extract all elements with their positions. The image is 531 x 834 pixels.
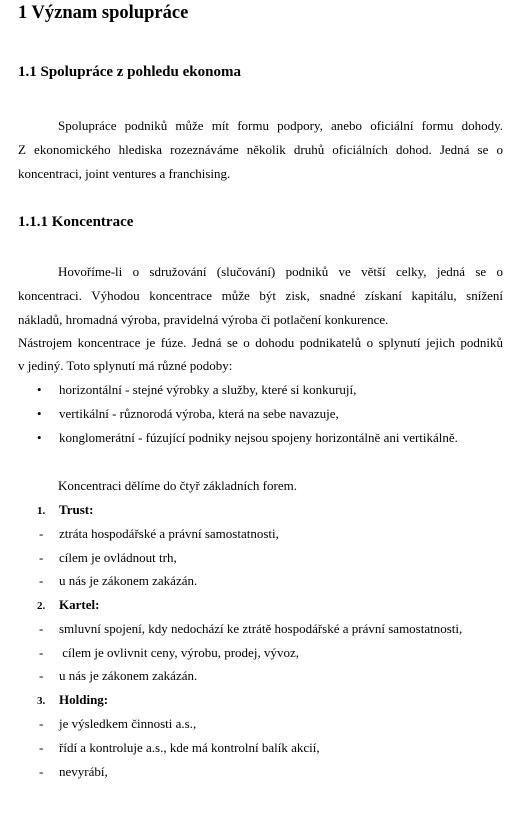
paragraph-line: Spolupráce podniků může mít formu podpory, anebo oficiální formu dohody. [58,118,503,133]
dash-icon: - [39,740,44,755]
paragraph-line: koncentraci, joint ventures a franchising. [18,166,231,181]
dash-icon: - [39,668,44,683]
paragraph-line: Z ekonomického hlediska rozeznáváme několik druhů oficiálních dohod. Jedná se o [18,142,503,157]
paragraph-line: Hovoříme-li o sdružování (slučování) podniků ve větší celky, jedná se o [58,264,503,279]
heading-spoluprace-ekonoma: 1.1 Spolupráce z pohledu ekonoma [18,64,241,80]
paragraph-line: koncentraci. Výhodou koncentrace může být zisk, snadné získaní kapitálu, snížení [18,288,503,303]
form-number: 1. [37,505,46,517]
form-title-trust: Trust: [59,502,94,517]
dash-icon: - [39,621,44,636]
list-item: cílem je ovládnout trh, [59,550,177,565]
heading-koncentrace: 1.1.1 Koncentrace [18,214,134,230]
paragraph-line: nákladů, hromadná výroba, pravidelná výroba či potlačení konkurence. [18,312,389,327]
list-item: nevyrábí, [59,764,108,779]
list-item: horizontální - stejné výrobky a služby, které si konkurují, [59,382,357,397]
heading-vyznam-spoluprace: 1 Význam spolupráce [18,3,189,23]
bullet-icon: • [37,382,42,397]
list-item: konglomerátní - fúzující podniky nejsou spojeny horizontálně ani vertikálně. [59,430,458,445]
list-item: je výsledkem činnosti a.s., [59,716,197,731]
paragraph-line: Koncentraci dělíme do čtyř základních forem. [58,478,297,493]
bullet-icon: • [37,430,42,445]
dash-icon: - [39,550,44,565]
dash-icon: - [39,645,44,660]
form-number: 2. [37,600,46,612]
list-item: řídí a kontroluje a.s., kde má kontrolní balík akcií, [59,740,320,755]
dash-icon: - [39,716,44,731]
list-item: u nás je zákonem zakázán. [59,668,198,683]
list-item: ztráta hospodářské a právní samostatnosti, [59,526,279,541]
dash-icon: - [39,573,44,588]
list-item: smluvní spojení, kdy nedochází ke ztrátě hospodářské a právní samostatnosti, [59,621,463,636]
dash-icon: - [39,526,44,541]
bullet-icon: • [37,406,42,421]
list-item: vertikální - různorodá výroba, která na sebe navazuje, [59,406,339,421]
dash-icon: - [39,764,44,779]
paragraph-line: Nástrojem koncentrace je fúze. Jedná se o dohodu podnikatelů o splynutí jejich podniků [18,335,503,350]
form-title-kartel: Kartel: [59,597,100,612]
paragraph-line: v jediný. Toto splynutí má různé podoby: [18,358,233,373]
list-item: u nás je zákonem zakázán. [59,573,198,588]
form-number: 3. [37,695,46,707]
form-title-holding: Holding: [59,692,109,707]
list-item: cílem je ovlivnit ceny, výrobu, prodej, vývoz, [59,645,299,660]
